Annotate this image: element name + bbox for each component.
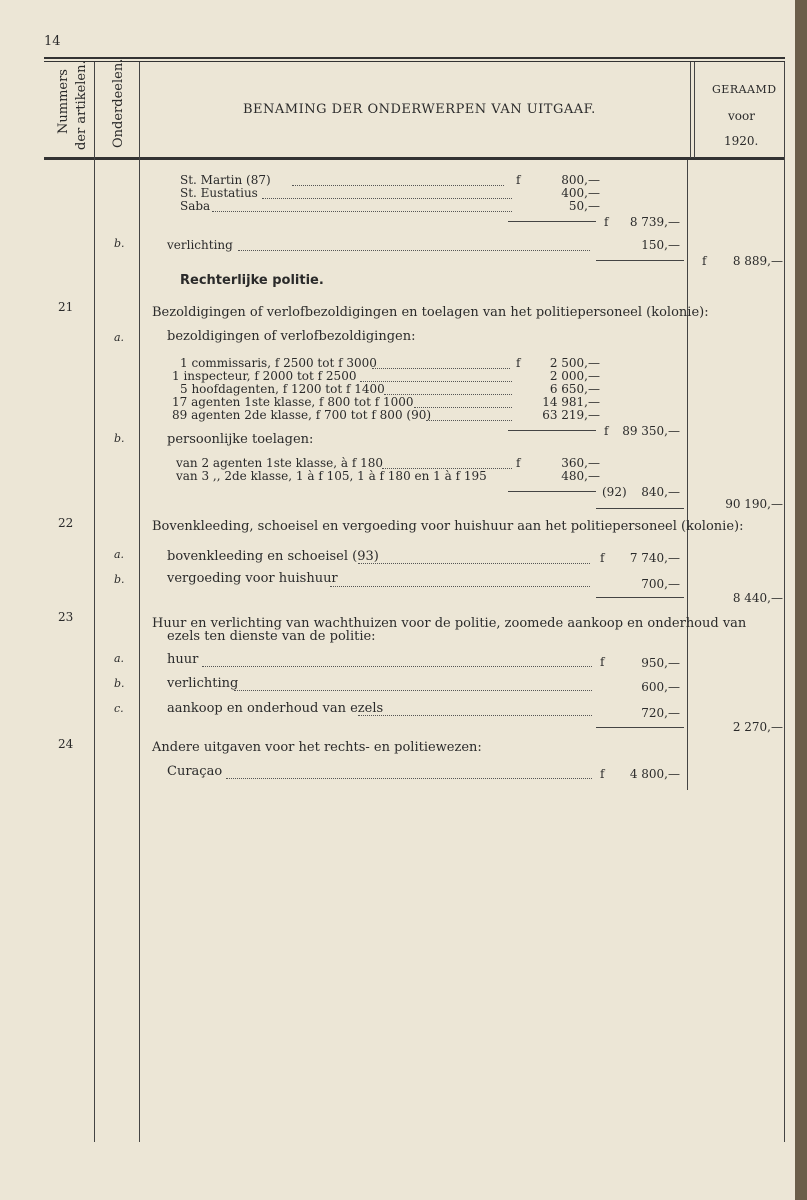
article-number: 24 [58, 737, 74, 751]
row-amount: 480,— [561, 469, 600, 483]
florin-sign: f [604, 424, 609, 438]
leader-dots [238, 249, 590, 251]
sum-line [596, 597, 684, 598]
row-amount: 840,— [641, 485, 680, 499]
row-label: Curaçao [167, 764, 223, 779]
row-label: van 2 agenten 1ste klasse, à f 180 [176, 456, 384, 470]
row-label: van 3 ,, 2de klasse, 1 à f 105, 1 à f 180 en 1 à f 195 [176, 469, 487, 483]
row-amount: 600,— [641, 680, 680, 694]
row-amount: 8 739,— [629, 215, 680, 229]
leader-dots [330, 585, 590, 587]
sub-letter: a. [114, 652, 125, 665]
total-amount: 8 440,— [732, 591, 783, 605]
leader-dots [202, 665, 592, 667]
row-label: 89 agenten 2de klasse, f 700 tot f 800 (90) [172, 408, 432, 422]
leader-dots [358, 562, 590, 564]
header-rule [44, 157, 785, 160]
row-label: verlichting [167, 676, 239, 691]
sub-letter: b. [114, 432, 125, 445]
article-label: Bezoldigingen of verlofbezoldigingen en toelagen van het politiepersoneel (kolonie): [152, 305, 709, 320]
leader-dots [292, 184, 504, 186]
article-label-line2: ezels ten dienste van de politie: [167, 629, 376, 644]
header-nummers: Nummers [56, 69, 71, 134]
article-label: Andere uitgaven voor het rechts- en politiewezen: [152, 740, 482, 755]
row-amount: 720,— [641, 706, 680, 720]
leader-dots [212, 210, 512, 212]
row-amount: 7 740,— [629, 551, 680, 565]
row-label: 5 hoofdagenten, f 1200 tot f 1400 [180, 382, 385, 396]
florin-sign: f [702, 254, 707, 268]
column-divider [94, 62, 95, 1142]
sub-letter: b. [114, 677, 125, 690]
florin-sign: f [600, 767, 605, 781]
row-amount: 800,— [561, 173, 600, 187]
column-divider [687, 160, 688, 790]
row-amount: 63 219,— [542, 408, 600, 422]
total-amount: 2 270,— [732, 720, 783, 734]
row-amount: 2 000,— [549, 369, 600, 383]
sum-line [596, 260, 684, 261]
column-divider [690, 62, 691, 158]
sub-letter: a. [114, 331, 125, 344]
row-label: St. Martin (87) [180, 173, 271, 187]
header-voor: voor [728, 109, 755, 123]
row-amount: 150,— [641, 238, 680, 252]
row-amount: 50,— [568, 199, 600, 213]
article-number: 22 [58, 516, 74, 530]
sum-line [508, 221, 596, 222]
florin-sign: f [516, 456, 521, 470]
row-amount: 14 981,— [542, 395, 600, 409]
leader-dots [226, 777, 592, 779]
header-der-artikelen: der artikelen. [74, 60, 89, 150]
sub-letter: b. [114, 573, 125, 586]
total-amount: 90 190,— [725, 497, 783, 511]
row-amount: 6 650,— [549, 382, 600, 396]
sum-line [596, 508, 684, 509]
leader-dots [426, 419, 512, 421]
row-label: vergoeding voor huishuur [167, 571, 338, 586]
column-divider [694, 62, 695, 158]
row-amount: 4 800,— [629, 767, 680, 781]
article-number: 23 [58, 610, 74, 624]
leader-dots [234, 689, 592, 691]
article-label-line1: Huur en verlichting van wachthuizen voor de politie, zoomede aankoop en onderhoud van [152, 616, 747, 631]
row-label: huur [167, 652, 199, 667]
leader-dots [358, 714, 592, 716]
column-divider [139, 62, 140, 1142]
section-title: Rechterlijke politie. [180, 273, 324, 288]
row-label: verlichting [167, 238, 233, 252]
row-label: 1 commissaris, f 2500 tot f 3000 [180, 356, 377, 370]
header-year: 1920. [724, 134, 759, 148]
article-label: Bovenkleeding, schoeisel en vergoeding voor huishuur aan het politiepersoneel (kolonie): [152, 519, 744, 534]
sub-letter: c. [114, 702, 124, 715]
leader-dots [262, 197, 512, 199]
row-label: Saba [180, 199, 211, 213]
leader-dots [372, 367, 510, 369]
row-amount: 700,— [641, 577, 680, 591]
row-label: aankoop en onderhoud van ezels [167, 701, 384, 716]
row-label: bezoldigingen of verlofbezoldigingen: [167, 329, 416, 344]
sub-letter: a. [114, 548, 125, 561]
row-amount: 89 350,— [622, 424, 680, 438]
row-label: St. Eustatius [180, 186, 258, 200]
header-title: BENAMING DER ONDERWERPEN VAN UITGAAF. [243, 102, 596, 117]
row-label: bovenkleeding en schoeisel (93) [167, 549, 379, 564]
header-geraamd: GERAAMD [712, 83, 777, 96]
row-amount: 950,— [641, 656, 680, 670]
row-label: persoonlijke toelagen: [167, 432, 314, 447]
sum-line [508, 491, 596, 492]
sum-line [508, 430, 596, 431]
florin-sign: f [600, 655, 605, 669]
row-label: 1 inspecteur, f 2000 tot f 2500 [172, 369, 357, 383]
florin-sign: f [600, 551, 605, 565]
total-amount: 8 889,— [732, 254, 783, 268]
article-number: 21 [58, 300, 74, 314]
sub-letter: b. [114, 237, 125, 250]
florin-sign: f [516, 173, 521, 187]
florin-sign: f [604, 215, 609, 229]
row-amount: 400,— [561, 186, 600, 200]
row-amount: 360,— [561, 456, 600, 470]
top-rule-thin [44, 61, 785, 62]
page-number: 14 [44, 34, 61, 49]
sum-line [596, 727, 684, 728]
top-rule [44, 57, 785, 59]
row-label: 17 agenten 1ste klasse, f 800 tot f 1000 [172, 395, 414, 409]
column-divider [784, 62, 785, 1142]
row-amount: 2 500,— [549, 356, 600, 370]
row-note: (92) [602, 485, 627, 499]
florin-sign: f [516, 356, 521, 370]
header-onderdeelen: Onderdeelen. [111, 58, 126, 148]
